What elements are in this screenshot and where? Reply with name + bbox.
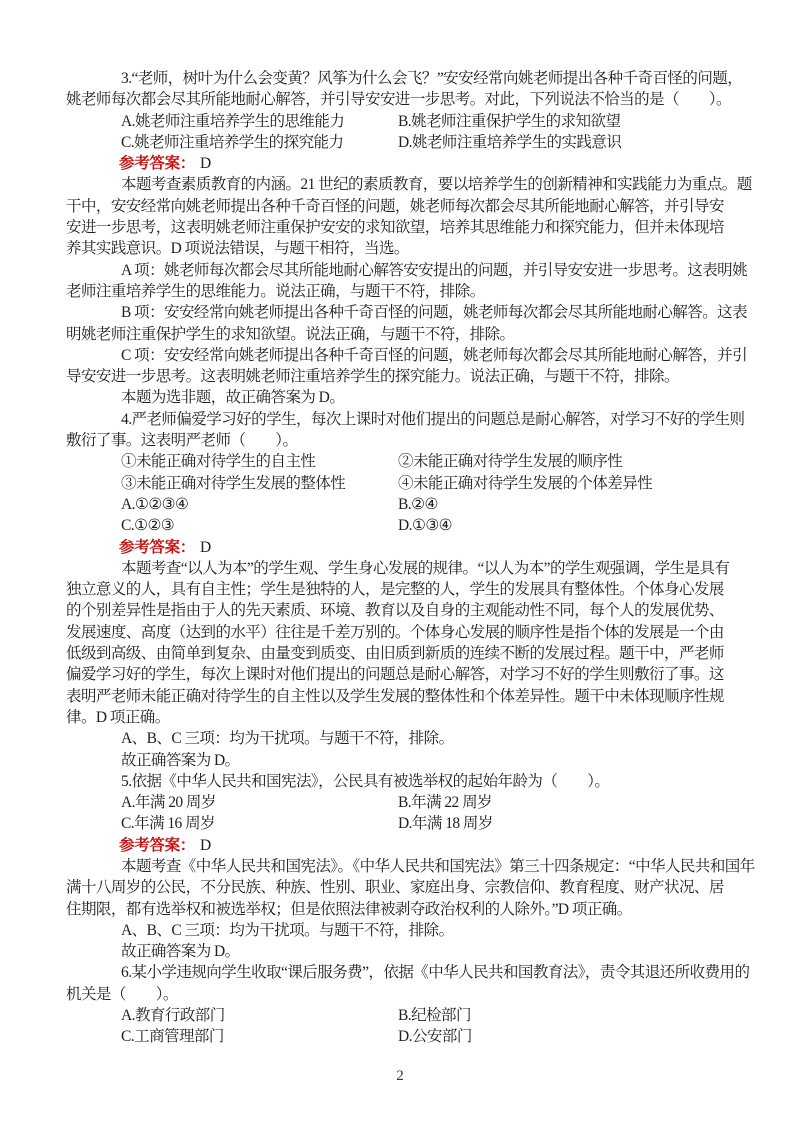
text-line: 安进一步思考，这表明姚老师注重保护安安的求知欲望，培养其思维能力和探究能力，但并未体现培 [66,219,724,237]
option-right: B.纪检部门 [398,1007,471,1025]
text-line: A 项：姚老师每次都会尽其所能地耐心解答安安提出的问题，并引导安安进一步思考。这表明姚 [121,261,748,279]
options-row [66,515,738,536]
option-right: B.年满 22 周岁 [398,794,492,812]
answer-value: D [200,155,211,173]
answer-value: D [200,836,211,854]
text-line: 本题为选非题，故正确答案为 D。 [121,389,345,407]
text-line: 机关是（ ）。 [66,985,178,1003]
text-line: A、B、C 三项：均为干扰项。与题干不符，排除。 [121,730,454,748]
option-left: ③未能正确对待学生发展的整体性 [121,474,346,492]
answer-label: 参考答案： [119,155,196,173]
option-right: D.①③④ [398,517,453,535]
option-left: C.工商管理部门 [121,1028,224,1046]
options-row [66,1005,738,1026]
text-line: 养其实践意识。D 项说法错误，与题干相符，当选。 [66,240,409,258]
text-line: 导安安进一步思考。这表明姚老师注重培养学生的探究能力。说法正确，与题干不符，排除。 [66,368,679,386]
text-line: 本题考查素质教育的内涵。21 世纪的素质教育，要以培养学生的创新精神和实践能力为重点。题 [121,176,752,194]
options-row [66,792,738,813]
option-left: C.①②③ [121,517,175,535]
text-line: 表明严老师未能正确对待学生的自主性以及学生发展的整体性和个体差异性。题干中未体现顺序性规 [66,687,724,705]
options-row [66,1026,738,1047]
option-left: A.年满 20 周岁 [121,794,216,812]
text-line: C 项：安安经常向姚老师提出各种千奇百怪的问题，姚老师每次都会尽其所能地耐心解答，并引 [121,346,748,364]
text-line: 住期限，都有选举权和被选举权；但是依照法律被剥夺政治权利的人除外。”D 项正确。 [66,900,632,918]
text-line: 故正确答案为 D。 [121,943,240,961]
text-line: 本题考查《中华人民共和国宪法》。《中华人民共和国宪法》第三十四条规定：“中华人民共和国年 [121,857,755,875]
text-line: B 项：安安经常向姚老师提出各种千奇百怪的问题，姚老师每次都会尽其所能地耐心解答。这表 [121,304,748,322]
document-body [66,68,755,1048]
text-line: 老师注重培养学生的思维能力。说法正确，与题干不符，排除。 [66,282,485,300]
text-line: 独立意义的人，具有自主性；学生是独特的人，是完整的人，学生的发展具有整体性。个体身心发展 [66,581,724,599]
text-line: 干中，安安经常向姚老师提出各种千奇百怪的问题，姚老师每次都会尽其所能地耐心解答，并引导安 [66,197,724,215]
options-row [66,451,738,472]
text-line: 偏爱学习好的学生，每次上课时对他们提出的问题总是耐心解答，对学习不好的学生则敷衍了事。这 [66,666,724,684]
text-line: 故正确答案为 D。 [121,751,240,769]
option-left: A.姚老师注重培养学生的思维能力 [121,112,345,130]
text-line: 明姚老师注重保护学生的求知欲望。说法正确，与题干不符，排除。 [66,325,515,343]
text-line: 满十八周岁的公民，不分民族、种族、性别、职业、家庭出身、宗教信仰、教育程度、财产状况、居 [66,879,724,897]
option-right: ④未能正确对待学生发展的个体差异性 [398,474,653,492]
option-left: A.教育行政部门 [121,1007,225,1025]
option-left: A.①②③④ [121,495,189,513]
text-line: 姚老师每次都会尽其所能地耐心解答，并引导安安进一步思考。对此，下列说法不恰当的是（ ）。 [66,91,732,109]
answer-value: D [200,538,211,556]
text-line: 律。D 项正确。 [66,708,170,726]
options-row [66,494,738,515]
text-line: 的个别差异性是指由于人的先天素质、环境、教育以及自身的主观能动性不同，每个人的发展优势、 [66,602,724,620]
text-line: 发展速度、高度（达到的水平）往往是千差万别的。个体身心发展的顺序性是指个体的发展是一个由 [66,623,724,641]
answer-label: 参考答案： [119,538,196,556]
answer-label: 参考答案： [119,836,196,854]
options-row [66,813,738,834]
page-number: 2 [396,1068,404,1084]
text-line: 敷衍了事。这表明严老师（ ）。 [66,432,298,450]
options-row [66,111,738,132]
answer-line [66,835,738,856]
text-line: 3.“老师，树叶为什么会变黄？风筝为什么会飞？”安安经常向姚老师提出各种千奇百怪的问题， [121,70,743,87]
text-line: A、B、C 三项：均为干扰项。与题干不符，排除。 [121,921,454,939]
text-line: 5.依据《中华人民共和国宪法》，公民具有被选举权的起始年龄为（ ）。 [121,772,610,790]
option-right: B.②④ [398,495,438,513]
option-right: D.年满 18 周岁 [398,815,493,833]
option-right: B.姚老师注重保护学生的求知欲望 [398,112,621,130]
options-row [66,473,738,494]
option-right: D.姚老师注重培养学生的实践意识 [398,133,622,151]
answer-line [66,153,738,174]
answer-line [66,537,738,558]
option-left: C.年满 16 周岁 [121,815,215,833]
text-line: 本题考查“以人为本”的学生观、学生身心发展的规律。“以人为本”的学生观强调，学生是具有 [121,559,730,577]
text-line: 6.某小学违规向学生收取“课后服务费”，依据《中华人民共和国教育法》，责令其退还所收费用的 [121,964,750,982]
text-line: 4.严老师偏爱学习好的学生，每次上课时对他们提出的问题总是耐心解答，对学习不好的学生则 [121,410,745,428]
option-left: ①未能正确对待学生的自主性 [121,453,316,471]
option-right: D.公安部门 [398,1028,472,1046]
option-right: ②未能正确对待学生发展的顺序性 [398,453,623,471]
options-row [66,132,738,153]
text-line: 低级到高级、由简单到复杂、由量变到质变、由旧质到新质的连续不断的发展过程。题干中，严老师 [66,645,724,663]
option-left: C.姚老师注重培养学生的探究能力 [121,133,344,151]
